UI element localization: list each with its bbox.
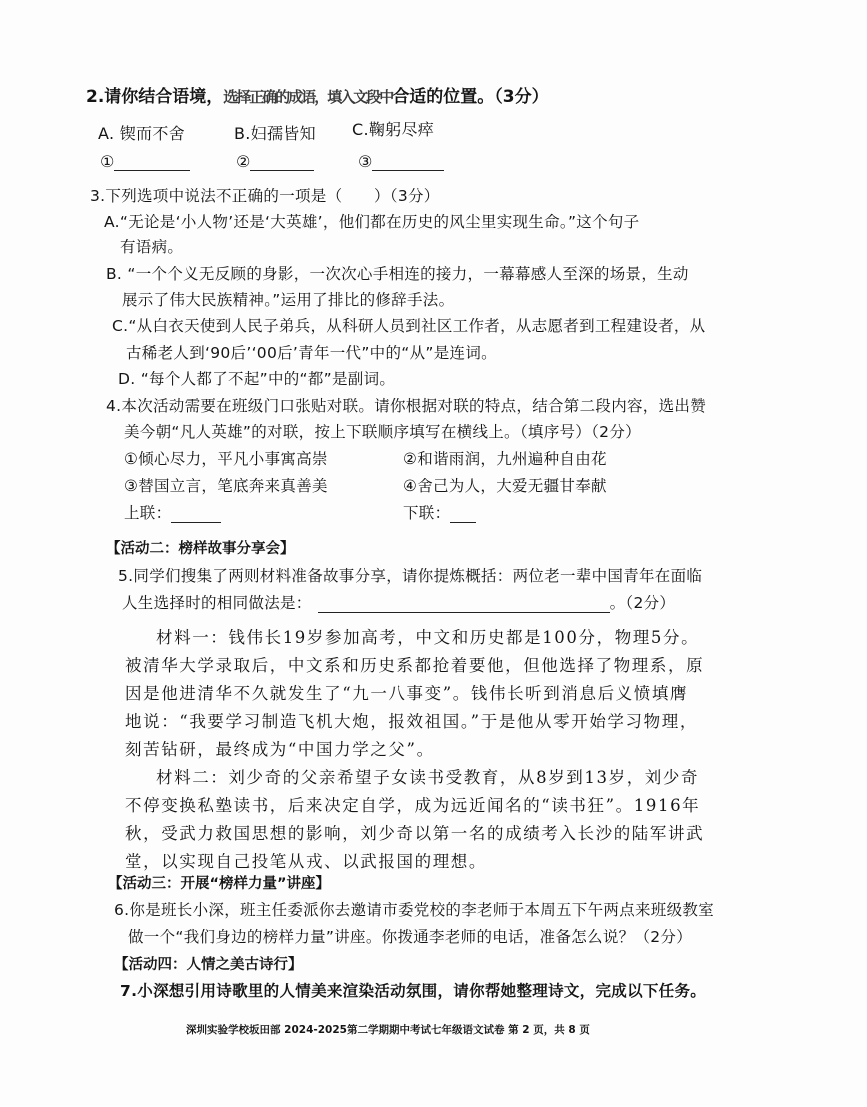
material-1-line2: 被清华大学录取后，中文系和历史系都抢着要他，但他选择了物理系，原 bbox=[125, 656, 705, 675]
q4-couplet-1: ①倾心尽力，平凡小事寓高崇 bbox=[124, 450, 328, 468]
q2-title-part1: 2.请你结合语境， bbox=[86, 87, 224, 107]
q3-stem: 3.下列选项中说法不正确的一项是（ ）（3分） bbox=[90, 187, 440, 205]
q5-answer-blank[interactable] bbox=[318, 596, 610, 613]
activity-3-heading: 【活动三：开展“榜样力量”讲座】 bbox=[108, 876, 331, 892]
q2-blank-2-label: ② bbox=[236, 152, 251, 171]
q6-line2: 做一个“我们身边的榜样力量”讲座。你拨通李老师的电话，准备怎么说？（2分） bbox=[128, 928, 693, 946]
q4-lower-label: 下联： bbox=[403, 504, 451, 522]
material-2-line4: 堂，以实现自己投笔从戎、以武报国的理想。 bbox=[125, 852, 487, 871]
q5-stem-label: 人生选择时的相同做法是： bbox=[122, 594, 312, 612]
page-footer: 深圳实验学校坂田部 2024-2025第二学期期中考试七年级语文试卷 第 2 页，共 8 页 bbox=[186, 1024, 590, 1036]
q2-option-a: A. 锲而不舍 bbox=[98, 124, 185, 143]
q5-stem-line2 bbox=[122, 591, 675, 613]
material-1-line5: 刻苦钻研，最终成为“中国力学之父”。 bbox=[125, 740, 435, 759]
activity-4-heading: 【活动四：人情之美古诗行】 bbox=[114, 957, 303, 973]
q4-stem-line1: 4.本次活动需要在班级门口张贴对联。请你根据对联的特点，结合第二段内容，选出赞 bbox=[106, 397, 706, 415]
q3-option-d: D. “每个人都了不起”中的“都”是副词。 bbox=[118, 370, 396, 388]
q2-blank-1-line[interactable] bbox=[114, 154, 190, 171]
q2-blank-2-line[interactable] bbox=[250, 154, 314, 171]
q3-option-b-line1: B. “一个个义无反顾的身影，一次次心手相连的接力，一幕幕感人至深的场景，生动 bbox=[106, 265, 689, 283]
activity-2-heading: 【活动二：榜样故事分享会】 bbox=[106, 541, 295, 557]
material-1-line1: 材料一：钱伟长19岁参加高考，中文和历史都是100分，物理5分。 bbox=[156, 628, 700, 647]
q4-upper-label: 上联： bbox=[124, 504, 172, 522]
q4-lower-answer[interactable] bbox=[403, 501, 476, 523]
q4-upper-answer[interactable] bbox=[124, 501, 221, 523]
q2-option-b: B.妇孺皆知 bbox=[234, 124, 316, 143]
q4-lower-blank[interactable] bbox=[450, 506, 476, 523]
q7-stem: 7.小深想引用诗歌里的人情美来渲染活动氛围，请你帮她整理诗文，完成以下任务。 bbox=[120, 982, 707, 1000]
q4-upper-blank[interactable] bbox=[171, 506, 221, 523]
q2-blank-3-line[interactable] bbox=[372, 154, 444, 171]
q2-blank-2[interactable] bbox=[236, 152, 314, 171]
q2-option-c: C.鞠躬尽瘁 bbox=[352, 120, 435, 139]
q5-score: 。（2分） bbox=[609, 594, 676, 612]
q6-line1: 6.你是班长小深，班主任委派你去邀请市委党校的李老师于本周五下午两点来班级教室 bbox=[114, 901, 714, 919]
q2-title-obscured: 选择正确的成语，填入文段中 bbox=[223, 88, 393, 106]
q4-couplet-4: ④舍己为人，大爱无疆甘奉献 bbox=[403, 477, 607, 495]
q3-option-a-line1: A.“无论是‘小人物’还是‘大英雄’，他们都在历史的风尘里实现生命。”这个句子 bbox=[104, 213, 640, 231]
material-1-line3: 因是他进清华不久就发生了“九一八事变”。钱伟长听到消息后义愤填膺 bbox=[125, 684, 689, 703]
q5-stem-line1: 5.同学们搜集了两则材料准备故事分享，请你提炼概括：两位老一辈中国青年在面临 bbox=[118, 567, 703, 585]
q4-couplet-3: ③替国立言，笔底奔来真善美 bbox=[124, 477, 328, 495]
q3-option-c-line2: 古稀老人到‘90后’‘00后’青年一代”中的“从”是连词。 bbox=[126, 344, 497, 362]
material-2-line3: 秋，受武力救国思想的影响，刘少奇以第一名的成绩考入长沙的陆军讲武 bbox=[125, 824, 705, 843]
q3-option-c-line1: C.“从白衣天使到人民子弟兵，从科研人员到社区工作者，从志愿者到工程建设者，从 bbox=[112, 317, 706, 335]
q2-title bbox=[86, 82, 549, 107]
q2-blank-3-label: ③ bbox=[358, 152, 373, 171]
material-2-line1: 材料二：刘少奇的父亲希望子女读书受教育，从8岁到13岁，刘少奇 bbox=[156, 768, 700, 787]
material-2-line2: 不停变换私塾读书，后来决定自学，成为远近闻名的“读书狂”。1916年 bbox=[125, 796, 701, 815]
q2-blank-1[interactable] bbox=[100, 152, 190, 171]
q2-blank-3[interactable] bbox=[358, 152, 444, 171]
q3-option-a-line2: 有语病。 bbox=[120, 238, 184, 256]
material-1-line4: 地说：“我要学习制造飞机大炮，报效祖国。”于是他从零开始学习物理， bbox=[125, 712, 698, 731]
q4-couplet-2: ②和谐雨润，九州遍种自由花 bbox=[403, 450, 607, 468]
q4-stem-line2: 美今朝“凡人英雄”的对联，按上下联顺序填写在横线上。（填序号）（2分） bbox=[124, 423, 641, 441]
q3-option-b-line2: 展示了伟大民族精神。”运用了排比的修辞手法。 bbox=[122, 291, 455, 309]
q2-title-part2: 合适的位置。（3分） bbox=[392, 87, 549, 107]
q2-blank-1-label: ① bbox=[100, 152, 115, 171]
